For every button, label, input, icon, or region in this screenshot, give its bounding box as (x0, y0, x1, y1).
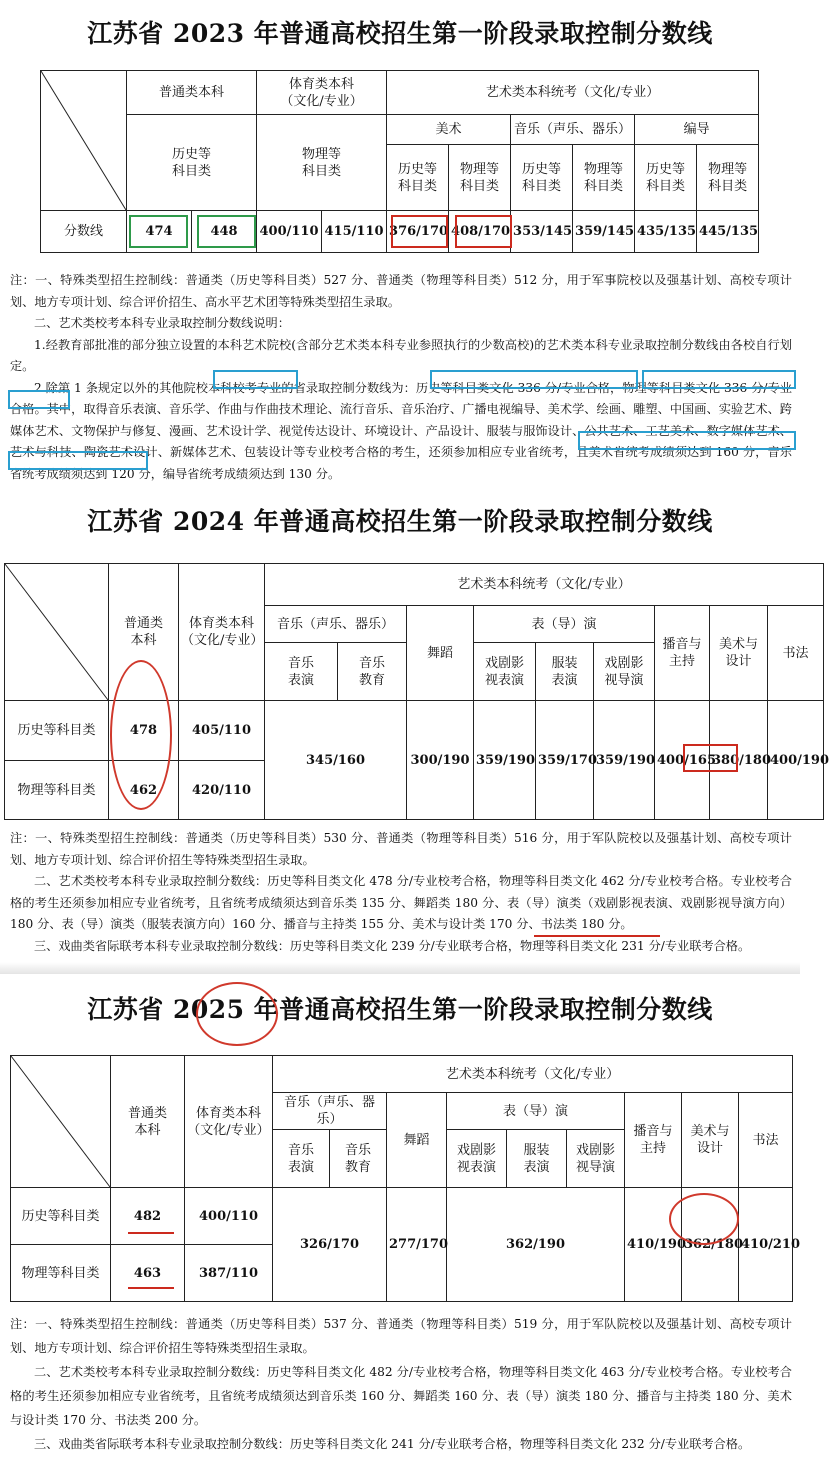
title-2023: 江苏省 2023 年普通高校招生第一阶段录取控制分数线 (87, 19, 713, 48)
score-cell: 387/110 (185, 1245, 273, 1302)
score-cell: 410/190 (625, 1188, 682, 1302)
score-cell: 359/145 (573, 211, 635, 253)
header-putong: 普通类 本科 (111, 1056, 185, 1188)
notes-2023 (10, 270, 792, 485)
header-biandao: 编导 (635, 115, 759, 145)
sub-header: 物理等 科目类 (697, 145, 759, 211)
red-circle-annotation (669, 1193, 739, 1245)
score-cell: 474 (127, 211, 192, 253)
score-cell: 300/190 (407, 701, 474, 820)
score-cell: 462 (109, 761, 179, 820)
sub-header: 戏剧影 视导演 (594, 643, 655, 701)
score-cell: 362/180 (682, 1188, 739, 1302)
sub-header: 历史等 科目类 (127, 115, 257, 211)
header-wudao: 舞蹈 (387, 1093, 447, 1188)
note-paragraph: 三、戏曲类省际联考本科专业录取控制分数线：历史等科目类文化 239 分/专业联考合格，物理等科目类文化 231 分/专业联考合格。 (34, 938, 751, 953)
table-2023 (40, 70, 759, 253)
score-cell: 400/165 (655, 701, 710, 820)
sub-header: 音乐 教育 (338, 643, 407, 701)
header-tiyu: 体育类本科 （文化/专业） (185, 1056, 273, 1188)
score-cell: 405/110 (179, 701, 265, 761)
sub-header: 戏剧影 视导演 (567, 1130, 625, 1188)
red-underline (128, 1287, 174, 1289)
sub-header: 服装 表演 (507, 1130, 567, 1188)
header-yinyue: 音乐（声乐、器乐） (273, 1093, 387, 1130)
note-paragraph: 二、艺术类校考本科专业录取控制分数线：历史等科目类文化 478 分/专业校考合格，物理等科目类文化 462 分/专业校考合格。专业校考合格的考生还须参加相应专业省统考，且省统考成绩须达到音乐类 135 分、舞蹈类 180 分、表（导）演类（戏剧影视表演、戏剧影视导演方向）180 分、表（导）演类（服装表演方向）160 分、播音与主持类 155 分、美术与设计类 170 分、书法类 180 分。 (10, 874, 792, 931)
row-label: 物理等科目类 (5, 761, 109, 820)
sub-header: 戏剧影 视表演 (447, 1130, 507, 1188)
sub-header: 物理等 科目类 (449, 145, 511, 211)
table-2025 (10, 1055, 801, 1302)
score-cell: 448 (192, 211, 257, 253)
score-cell: 482 (111, 1188, 185, 1245)
sub-header: 物理等 科目类 (573, 145, 635, 211)
title-2025: 江苏省 2025 年普通高校招生第一阶段录取控制分数线 (87, 995, 713, 1024)
score-cell: 326/170 (273, 1188, 387, 1302)
sub-header: 历史等 科目类 (511, 145, 573, 211)
header-yishu: 艺术类本科统考（文化/专业） (265, 564, 824, 606)
row-label: 历史等科目类 (11, 1188, 111, 1245)
diagonal-header-cell (5, 564, 109, 701)
score-cell: 445/135 (697, 211, 759, 253)
notes-2024 (10, 828, 792, 957)
score-cell: 359/170 (536, 701, 594, 820)
note-paragraph: 注：一、特殊类型招生控制线：普通类（历史等科目类）527 分、普通类（物理等科目类）512 分，用于军事院校以及强基计划、高校专项计划、地方专项计划、综合评价招生、高水平艺术团等特殊类型招生录取。 (10, 273, 792, 309)
score-cell: 277/170 (387, 1188, 447, 1302)
note-paragraph: 二、艺术类校考本科专业录取控制分数线：历史等科目类文化 482 分/专业校考合格，物理等科目类文化 463 分/专业校考合格。专业校考合格的考生还须参加相应专业省统考，且省统考成绩须达到音乐类 160 分、舞蹈类 160 分、表（导）演类 180 分、播音与主持类 180 分、美术与设计类 170 分、书法类 200 分。 (10, 1365, 792, 1427)
score-cell: 408/170 (449, 211, 511, 253)
header-meishu: 美术与 设计 (710, 606, 768, 701)
red-underline (128, 1232, 174, 1234)
score-cell: 345/160 (265, 701, 407, 820)
score-cell: 463 (111, 1245, 185, 1302)
sub-header: 物理等 科目类 (257, 115, 387, 211)
notes-2025 (10, 1312, 792, 1456)
header-putong: 普通类本科 (127, 71, 257, 115)
red-circle-annotation (110, 660, 172, 810)
score-cell: 359/190 (474, 701, 536, 820)
section-divider (0, 962, 800, 974)
header-bosheng: 播音与 主持 (655, 606, 710, 701)
score-cell: 359/190 (594, 701, 655, 820)
header-yinyue: 音乐（声乐、器乐） (511, 115, 635, 145)
header-meishu: 美术与 设计 (682, 1093, 739, 1188)
title-2024: 江苏省 2024 年普通高校招生第一阶段录取控制分数线 (87, 507, 713, 536)
sub-header: 历史等 科目类 (387, 145, 449, 211)
diagonal-header-cell (41, 71, 127, 211)
header-bosheng: 播音与 主持 (625, 1093, 682, 1188)
header-shufa: 书法 (739, 1093, 793, 1188)
score-cell: 380/180 (710, 701, 768, 820)
note-paragraph: 三、戏曲类省际联考本科专业录取控制分数线：历史等科目类文化 241 分/专业联考合格，物理等科目类文化 232 分/专业联考合格。 (34, 1437, 751, 1451)
header-tiyu: 体育类本科 （文化/专业） (257, 71, 387, 115)
sub-header: 音乐 教育 (330, 1130, 387, 1188)
header-wudao: 舞蹈 (407, 606, 474, 701)
score-cell: 420/110 (179, 761, 265, 820)
red-underline (534, 935, 660, 937)
score-cell: 435/135 (635, 211, 697, 253)
red-circle-annotation (196, 982, 278, 1046)
score-cell: 415/110 (322, 211, 387, 253)
header-biaoyan: 表（导）演 (474, 606, 655, 643)
header-shufa: 书法 (768, 606, 824, 701)
header-tiyu: 体育类本科 （文化/专业） (179, 564, 265, 701)
score-cell: 376/170 (387, 211, 449, 253)
header-yishu: 艺术类本科统考（文化/专业） (273, 1056, 793, 1093)
header-meishu: 美术 (387, 115, 511, 145)
sub-header: 戏剧影 视表演 (474, 643, 536, 701)
header-putong: 普通类 本科 (109, 564, 179, 701)
note-paragraph: 2.除第 1 条规定以外的其他院校本科校考专业的省录取控制分数线为：历史等科目类文化 336 分/专业合格，物理等科目类文化 336 分/专业合格。其中，取得音乐表演、音乐学、作曲与作曲技术理论、流行音乐、音乐治疗、广播电视编导、美术学、绘画、雕塑、中国画、实验艺术、跨媒体艺术、文物保护与修复、漫画、艺术设计学、视觉传达设计、环境设计、产品设计、服装与服饰设计、公共艺术、工艺美术、数字媒体艺术、艺术与科技、陶瓷艺术设计、新媒体艺术、包装设计等专业校考合格的考生，还须参加相应专业省统考，且美术省统考成绩须达到 160 分，音乐省统考成绩须达到 120 分，编导省统考成绩须达到 130 分。 (10, 380, 792, 481)
header-yinyue: 音乐（声乐、器乐） (265, 606, 407, 643)
sub-header: 服装 表演 (536, 643, 594, 701)
note-paragraph: 1.经教育部批准的部分独立设置的本科艺术院校(含部分艺术类本科专业参照执行的少数高校)的艺术类本科专业录取控制分数线由各校自行划定。 (10, 337, 792, 373)
row-label: 历史等科目类 (5, 701, 109, 761)
score-cell: 400/110 (257, 211, 322, 253)
score-cell: 400/190 (768, 701, 824, 820)
diagonal-header-cell (11, 1056, 111, 1188)
score-cell: 353/145 (511, 211, 573, 253)
score-cell: 478 (109, 701, 179, 761)
row-label: 分数线 (41, 211, 127, 253)
sub-header: 历史等 科目类 (635, 145, 697, 211)
note-paragraph: 注：一、特殊类型招生控制线：普通类（历史等科目类）537 分、普通类（物理等科目类）519 分，用于军队院校以及强基计划、高校专项计划、地方专项计划、综合评价招生等特殊类型招生录取。 (10, 1317, 792, 1355)
score-cell: 362/190 (447, 1188, 625, 1302)
score-cell: 400/110 (185, 1188, 273, 1245)
score-cell: 410/210 (739, 1188, 793, 1302)
sub-header: 音乐 表演 (265, 643, 338, 701)
row-label: 物理等科目类 (11, 1245, 111, 1302)
header-biaoyan: 表（导）演 (447, 1093, 625, 1130)
header-yishu: 艺术类本科统考（文化/专业） (387, 71, 759, 115)
note-paragraph: 注：一、特殊类型招生控制线：普通类（历史等科目类）530 分、普通类（物理等科目类）516 分，用于军队院校以及强基计划、高校专项计划、地方专项计划、综合评价招生等特殊类型招生录取。 (10, 831, 792, 867)
sub-header: 音乐 表演 (273, 1130, 330, 1188)
note-paragraph: 二、艺术类校考本科专业录取控制分数线说明： (34, 316, 290, 330)
